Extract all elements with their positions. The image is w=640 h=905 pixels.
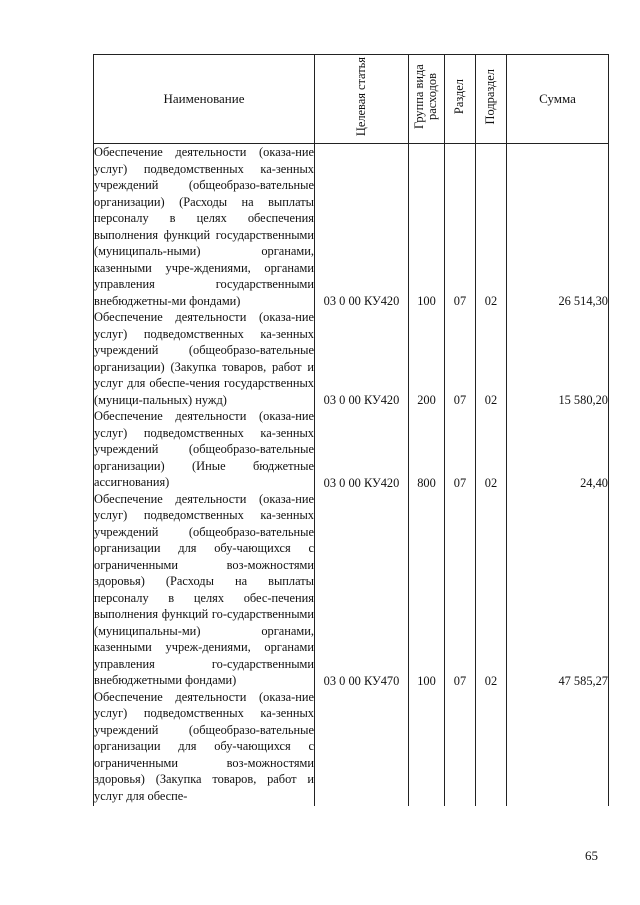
row-sum: 47 585,27 — [507, 491, 609, 689]
page-number: 65 — [585, 848, 598, 863]
row-name: Обеспечение деятельности (оказа-ние услуг) подведомственных ка-зенных учреждений (общеобразо-вательные организации) (Закупка товаров, работ и услуг для обеспе-чения государственных (муници-пальных) нужд) — [94, 310, 314, 407]
row-subsection: 02 — [476, 491, 507, 689]
row-sum: 26 514,30 — [507, 144, 609, 310]
header-sum: Сумма — [507, 55, 609, 144]
row-group: 100 — [409, 144, 445, 310]
row-sum: 24,40 — [507, 408, 609, 491]
row-target: 03 0 00 КУ420 — [315, 408, 409, 491]
row-name: Обеспечение деятельности (оказа-ние услуг) подведомственных ка-зенных учреждений (общеобразо-вательные организации для обу-чающихся с ограниченными воз-можностями здоровья) (Закупка товаров, работ и услуг для обеспе- — [94, 689, 315, 807]
row-subsection — [476, 689, 507, 807]
header-target-cell — [315, 55, 409, 144]
row-subsection: 02 — [476, 309, 507, 408]
header-section-cell — [445, 55, 476, 144]
row-subsection: 02 — [476, 144, 507, 310]
row-sum: 15 580,20 — [507, 309, 609, 408]
row-section: 07 — [445, 144, 476, 310]
row-name: Обеспечение деятельности (оказа-ние услуг) подведомственных ка-зенных учреждений (общеобразо-вательные организации) (Расходы на выплаты персоналу в целях обеспечения выполнения функций государственными (муниципаль-ными) органами, казенными учре-ждениями, органами управления государственными внебюджетны-ми фондами) — [94, 145, 314, 308]
row-section: 07 — [445, 309, 476, 408]
header-name: Наименование — [94, 55, 315, 144]
table-row — [94, 144, 609, 310]
row-target: 03 0 00 КУ470 — [315, 491, 409, 689]
header-section: Раздел — [452, 79, 467, 115]
budget-table — [93, 54, 609, 806]
row-subsection: 02 — [476, 408, 507, 491]
header-group-cell — [409, 55, 445, 144]
header-subsection: Подраздел — [483, 69, 498, 125]
table-row — [94, 408, 609, 491]
row-section: 07 — [445, 491, 476, 689]
table-header-row — [94, 55, 609, 144]
header-target: Целевая статья — [353, 57, 368, 137]
header-subsection-cell — [476, 55, 507, 144]
row-group: 100 — [409, 491, 445, 689]
row-section: 07 — [445, 408, 476, 491]
row-name: Обеспечение деятельности (оказа-ние услуг) подведомственных ка-зенных учреждений (общеобразо-вательные организации) (Иные бюджетные ассигнования) — [94, 409, 314, 489]
row-group: 800 — [409, 408, 445, 491]
row-sum — [507, 689, 609, 807]
header-group: Группа вида расходов — [412, 64, 440, 130]
row-group — [409, 689, 445, 807]
table-row — [94, 689, 609, 807]
row-section — [445, 689, 476, 807]
table-row — [94, 491, 609, 689]
table-row — [94, 309, 609, 408]
row-name: Обеспечение деятельности (оказа-ние услуг) подведомственных ка-зенных учреждений (общеобразо-вательные организации для обу-чающихся с ограниченными воз-можностями здоровья) (Расходы на выплаты персоналу в целях обес-печения выполнения функций го-сударственными (муниципальны-ми) органами, казенными учреж-дениями, органами управления го-сударственными внебюджетными фондами) — [94, 491, 314, 687]
row-target: 03 0 00 КУ420 — [315, 309, 409, 408]
row-target — [315, 689, 409, 807]
row-target: 03 0 00 КУ420 — [315, 144, 409, 310]
row-group: 200 — [409, 309, 445, 408]
